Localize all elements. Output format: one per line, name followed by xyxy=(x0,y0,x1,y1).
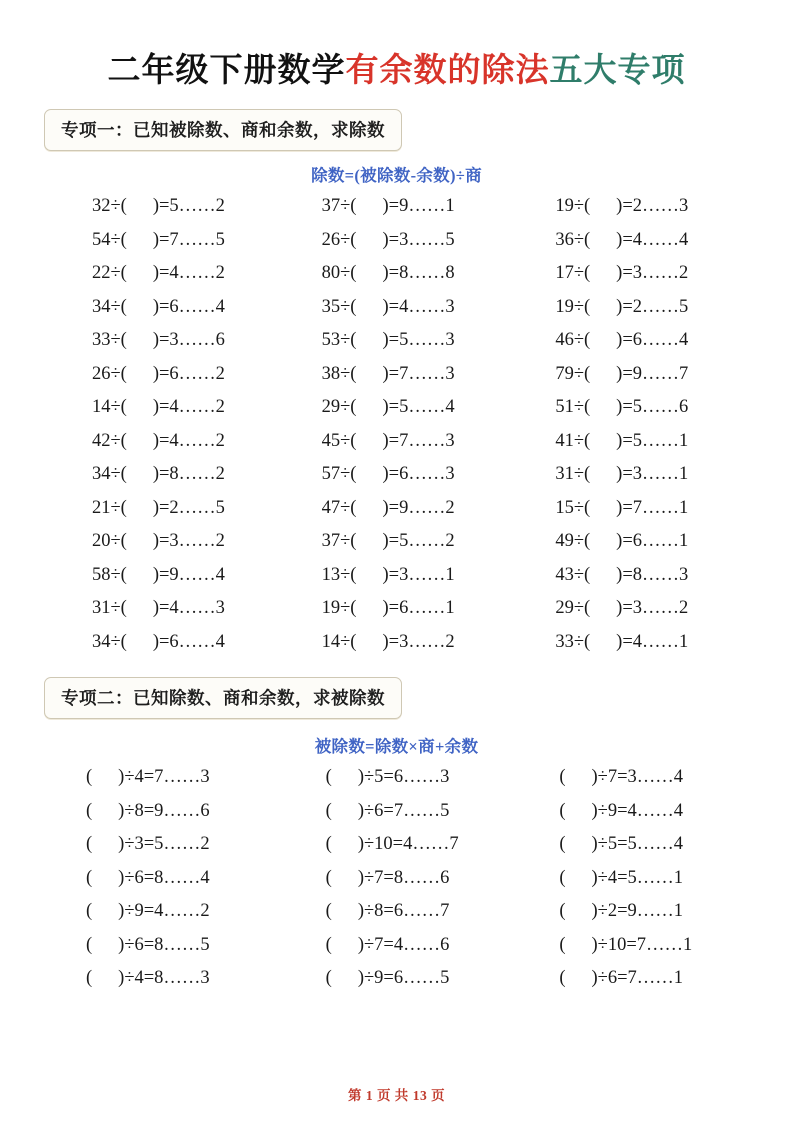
problem-right: )=6……4 xyxy=(152,631,225,652)
problem-item[interactable] xyxy=(517,492,759,526)
problem-left: 19÷( xyxy=(555,296,591,317)
problem-left: ( xyxy=(325,968,332,988)
problem-left: 20÷( xyxy=(92,531,127,551)
problem-item[interactable] xyxy=(34,324,276,358)
problem-item[interactable] xyxy=(34,257,276,291)
problem-left: ( xyxy=(559,767,566,787)
problem-right: )=4……4 xyxy=(616,229,689,250)
problem-right: )=3……2 xyxy=(616,598,689,618)
problem-right: )÷6=8……4 xyxy=(118,867,210,888)
problem-right: )=6……2 xyxy=(152,363,225,384)
problem-right: )=7……5 xyxy=(152,229,225,250)
problem-right: )=7……1 xyxy=(616,497,689,518)
footer-prefix: 第 xyxy=(347,1088,362,1103)
problem-left: 34÷( xyxy=(92,296,127,317)
problem-right: )=4……2 xyxy=(152,263,225,283)
problem-item[interactable] xyxy=(276,358,518,392)
problem-left: ( xyxy=(559,901,566,921)
problem-item[interactable] xyxy=(34,291,276,325)
problem-left: ( xyxy=(86,800,93,821)
problem-left: 14÷( xyxy=(321,631,357,652)
problem-item[interactable] xyxy=(34,592,276,626)
problem-item[interactable] xyxy=(517,795,759,829)
problem-left: 43÷( xyxy=(555,564,591,585)
problem-item[interactable] xyxy=(276,828,518,862)
problem-right: )=6……1 xyxy=(616,531,689,551)
problem-right: )=6……1 xyxy=(382,598,455,618)
problem-right: )÷2=9……1 xyxy=(591,901,683,921)
problem-item[interactable] xyxy=(276,962,518,996)
problem-right: )=6……4 xyxy=(616,330,689,350)
footer-page-number: 1 xyxy=(365,1088,374,1103)
problem-right: )=8……8 xyxy=(382,263,455,283)
problem-left: 13÷( xyxy=(321,564,357,585)
problem-item[interactable] xyxy=(276,391,518,425)
problem-left: 37÷( xyxy=(321,531,357,551)
problem-right: )=5……3 xyxy=(382,330,455,350)
problem-left: ( xyxy=(559,867,566,888)
problem-left: 49÷( xyxy=(555,531,591,551)
page-title-part1: 二年级下册数学 xyxy=(107,53,346,89)
problem-right: )=3……2 xyxy=(382,631,455,652)
page-title-part3: 五大专项 xyxy=(549,53,686,89)
problem-left: ( xyxy=(325,800,332,821)
problem-left: 31÷( xyxy=(92,598,127,618)
problem-right: )÷9=4……4 xyxy=(591,800,683,821)
problem-left: 26÷( xyxy=(321,229,357,250)
problem-item[interactable] xyxy=(276,324,518,358)
problem-item[interactable] xyxy=(34,559,276,593)
problem-left: ( xyxy=(325,901,332,921)
problem-item[interactable] xyxy=(517,929,759,963)
problem-right: )=7……3 xyxy=(382,430,455,451)
problem-right: )=6……4 xyxy=(152,296,225,317)
problem-left: 19÷( xyxy=(555,196,591,216)
problem-left: 35÷( xyxy=(321,296,357,317)
problem-left: 80÷( xyxy=(321,263,357,283)
problem-item[interactable] xyxy=(517,190,759,224)
problem-left: 14÷( xyxy=(92,397,127,417)
problem-right: )=3……1 xyxy=(382,564,455,585)
problem-item[interactable] xyxy=(517,761,759,795)
problem-right: )=3……1 xyxy=(616,464,689,484)
problem-right: )=5……4 xyxy=(382,397,455,417)
problem-right: )=3……6 xyxy=(152,330,225,350)
problem-item[interactable] xyxy=(34,626,276,660)
problem-item[interactable] xyxy=(34,761,276,795)
problem-left: 22÷( xyxy=(92,263,127,283)
problem-item[interactable] xyxy=(34,391,276,425)
problem-item[interactable] xyxy=(517,862,759,896)
problem-left: 41÷( xyxy=(555,430,591,451)
problem-item[interactable] xyxy=(517,626,759,660)
problem-left: 42÷( xyxy=(92,430,127,451)
problem-right: )÷6=7……5 xyxy=(357,800,450,821)
problem-left: 34÷( xyxy=(92,464,127,484)
problem-left: ( xyxy=(325,934,332,955)
problem-right: )=5……1 xyxy=(616,430,689,451)
problem-right: )÷9=4……2 xyxy=(118,901,210,921)
problem-right: )=4……3 xyxy=(382,296,455,317)
problem-left: 36÷( xyxy=(555,229,591,250)
problem-item[interactable] xyxy=(517,358,759,392)
problem-item[interactable] xyxy=(34,895,276,929)
problem-item[interactable] xyxy=(517,391,759,425)
problem-item[interactable] xyxy=(34,458,276,492)
problem-right: )=2……3 xyxy=(616,196,689,216)
problem-item[interactable] xyxy=(34,525,276,559)
problem-item[interactable] xyxy=(276,795,518,829)
problem-left: 29÷( xyxy=(555,598,591,618)
problem-left: 79÷( xyxy=(555,363,591,384)
section-formula-2: 被除数=除数×商+余数 xyxy=(314,737,479,756)
problem-item[interactable] xyxy=(276,190,518,224)
problem-right: )÷10=7……1 xyxy=(591,934,693,955)
problem-right: )=9……2 xyxy=(382,497,455,518)
problem-left: ( xyxy=(86,968,93,988)
problem-grid-1 xyxy=(34,190,759,659)
problem-item[interactable] xyxy=(517,324,759,358)
problem-left: 33÷( xyxy=(555,631,591,652)
problem-right: )÷9=6……5 xyxy=(357,968,450,988)
problem-left: 51÷( xyxy=(555,397,591,417)
problem-left: 37÷( xyxy=(321,196,357,216)
problem-left: 31÷( xyxy=(555,464,591,484)
problem-right: )=9……1 xyxy=(382,196,455,216)
problem-left: 57÷( xyxy=(321,464,357,484)
problem-item[interactable] xyxy=(276,592,518,626)
problem-right: )=2……5 xyxy=(616,296,689,317)
problem-item[interactable] xyxy=(34,425,276,459)
problem-left: ( xyxy=(86,767,93,787)
problem-item[interactable] xyxy=(34,929,276,963)
problem-item[interactable] xyxy=(517,425,759,459)
problem-right: )=4……1 xyxy=(616,631,689,652)
problem-right: )÷10=4……7 xyxy=(357,834,459,854)
problem-left: ( xyxy=(559,800,566,821)
problem-left: 34÷( xyxy=(92,631,127,652)
problem-item[interactable] xyxy=(34,224,276,258)
problem-item[interactable] xyxy=(276,929,518,963)
problem-right: )=8……3 xyxy=(616,564,689,585)
problem-left: ( xyxy=(86,934,93,955)
problem-left: ( xyxy=(86,901,93,921)
problem-item[interactable] xyxy=(276,895,518,929)
problem-item[interactable] xyxy=(276,291,518,325)
problem-item[interactable] xyxy=(34,795,276,829)
problem-item[interactable] xyxy=(517,224,759,258)
problem-left: 53÷( xyxy=(321,330,357,350)
problem-right: )÷4=7……3 xyxy=(118,767,210,787)
problem-right: )÷7=8……6 xyxy=(357,867,450,888)
problem-left: 19÷( xyxy=(321,598,357,618)
problem-left: ( xyxy=(559,968,566,988)
footer-suffix: 页 xyxy=(431,1088,446,1103)
problem-item[interactable] xyxy=(517,525,759,559)
problem-left: ( xyxy=(559,934,566,955)
problem-left: ( xyxy=(325,834,332,854)
problem-left: 17÷( xyxy=(555,263,591,283)
problem-left: 29÷( xyxy=(321,397,357,417)
problem-item[interactable] xyxy=(517,828,759,862)
problem-right: )=4……3 xyxy=(152,598,225,618)
problem-right: )=9……7 xyxy=(616,363,689,384)
problem-item[interactable] xyxy=(517,559,759,593)
problem-right: )÷7=4……6 xyxy=(357,934,450,955)
problem-right: )=2……5 xyxy=(152,497,225,518)
problem-right: )=9……4 xyxy=(152,564,225,585)
problem-item[interactable] xyxy=(276,626,518,660)
problem-item[interactable] xyxy=(34,492,276,526)
problem-item[interactable] xyxy=(34,190,276,224)
problem-left: ( xyxy=(86,867,93,888)
problem-left: 33÷( xyxy=(92,330,127,350)
problem-left: 15÷( xyxy=(555,497,591,518)
problem-left: 38÷( xyxy=(321,363,357,384)
problem-left: ( xyxy=(559,834,566,854)
section-formula-1: 除数=(被除数-余数)÷商 xyxy=(311,166,482,185)
problem-right: )÷4=5……1 xyxy=(591,867,683,888)
problem-right: )÷8=9……6 xyxy=(118,800,210,821)
problem-item[interactable] xyxy=(517,291,759,325)
problem-left: 45÷( xyxy=(321,430,357,451)
problem-left: 32÷( xyxy=(92,196,127,216)
problem-item[interactable] xyxy=(517,962,759,996)
problem-right: )÷6=7……1 xyxy=(591,968,683,988)
problem-item[interactable] xyxy=(276,458,518,492)
problem-item[interactable] xyxy=(276,559,518,593)
problem-right: )=5……6 xyxy=(616,397,689,417)
problem-left: 47÷( xyxy=(321,497,357,518)
problem-left: 54÷( xyxy=(92,229,127,250)
problem-left: ( xyxy=(86,834,93,854)
problem-right: )=6……3 xyxy=(382,464,455,484)
problem-right: )=5……2 xyxy=(152,196,225,216)
problem-right: )÷8=6……7 xyxy=(357,901,450,921)
problem-item[interactable] xyxy=(276,862,518,896)
problem-item[interactable] xyxy=(517,257,759,291)
problem-item[interactable] xyxy=(276,492,518,526)
problem-left: ( xyxy=(325,867,332,888)
problem-left: ( xyxy=(325,767,332,787)
problem-left: 26÷( xyxy=(92,363,127,384)
problem-item[interactable] xyxy=(276,525,518,559)
problem-item[interactable] xyxy=(517,895,759,929)
problem-item[interactable] xyxy=(517,458,759,492)
problem-right: )=7……3 xyxy=(382,363,455,384)
problem-item[interactable] xyxy=(276,761,518,795)
problem-right: )=3……5 xyxy=(382,229,455,250)
problem-right: )÷3=5……2 xyxy=(118,834,210,854)
problem-item[interactable] xyxy=(34,862,276,896)
problem-left: 46÷( xyxy=(555,330,591,350)
page-footer xyxy=(0,1084,793,1104)
problem-right: )=3……2 xyxy=(616,263,689,283)
problem-right: )=5……2 xyxy=(382,531,455,551)
problem-right: )÷5=6……3 xyxy=(357,767,450,787)
problem-right: )÷4=8……3 xyxy=(118,968,210,988)
problem-item[interactable] xyxy=(276,224,518,258)
problem-right: )=8……2 xyxy=(152,464,225,484)
page-title-part2: 有余数的除法 xyxy=(345,53,550,89)
problem-item[interactable] xyxy=(517,592,759,626)
problem-left: 21÷( xyxy=(92,497,127,518)
problem-right: )÷6=8……5 xyxy=(118,934,210,955)
problem-right: )÷5=5……4 xyxy=(591,834,683,854)
page-title xyxy=(34,0,759,91)
footer-middle: 页 共 xyxy=(376,1088,409,1103)
problem-grid-2 xyxy=(34,761,759,996)
section-header-1: 专项一：已知被除数、商和余数，求除数 xyxy=(44,109,402,151)
problem-item[interactable] xyxy=(34,358,276,392)
problem-right: )÷7=3……4 xyxy=(591,767,683,787)
section-header-2: 专项二：已知除数、商和余数，求被除数 xyxy=(44,677,402,719)
problem-item[interactable] xyxy=(276,425,518,459)
problem-left: 58÷( xyxy=(92,564,127,585)
problem-item[interactable] xyxy=(276,257,518,291)
problem-item[interactable] xyxy=(34,962,276,996)
problem-right: )=4……2 xyxy=(152,397,225,417)
problem-right: )=4……2 xyxy=(152,430,225,451)
footer-total-pages: 13 xyxy=(412,1088,428,1103)
problem-right: )=3……2 xyxy=(152,531,225,551)
problem-item[interactable] xyxy=(34,828,276,862)
